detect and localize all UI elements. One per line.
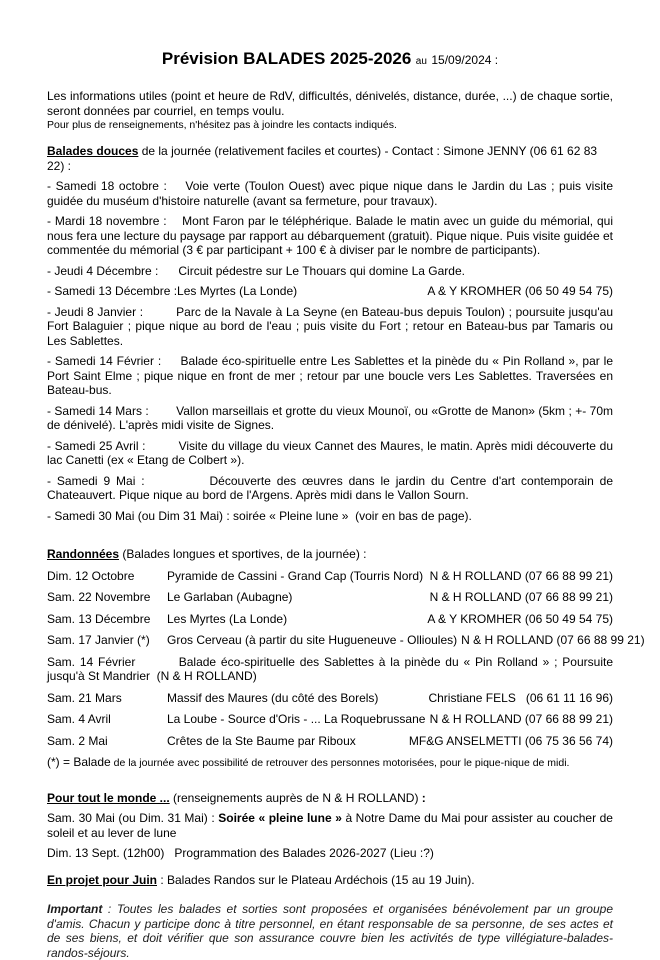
title-date: 15/09/2024 :	[431, 53, 499, 67]
balade-item-text: - Samedi 13 Décembre :Les Myrtes (La Londe)	[47, 284, 298, 298]
important-text: : Toutes les balades et sorties sont proposées et organisées bénévolement par un groupe d'amis. Chacun y participe donc à titre personnel, en étant responsable de sa personne, de ses actes et de ses biens, et doit vérifier que son assurance couvre bien les activités de type villégiature-balades-randos-séjours.	[47, 902, 613, 960]
balades-douces-heading-rest: de la journée (relativement faciles et courtes) - Contact : Simone JENNY (06 61 62 83 22) :	[47, 144, 598, 173]
event-line-programmation: Dim. 13 Sept. (12h00) Programmation des Balades 2026-2027 (Lieu :?)	[47, 846, 434, 860]
section-heading-balades-douces	[47, 144, 613, 173]
event-prefix: Sam. 30 Mai (ou Dim. 31 Mai) :	[47, 811, 219, 825]
rando-contact: N & H ROLLAND (07 66 88 99 21)	[461, 633, 645, 647]
en-projet-label: En projet pour Juin	[47, 872, 157, 887]
footnote-lead: (*) = Balade	[47, 755, 111, 769]
pour-tout-le-monde-label: Pour tout le monde ...	[47, 790, 170, 805]
balade-item: - Mardi 18 novembre : Mont Faron par le téléphérique. Balade le matin avec un guide du mémorial, qui nous fera une lecture du paysage par rapport au débarquement (gratuit). Pique nique. Puis visite guidée et commentée du mémorial (3 € par participant + 100 € à diviser par le nombre de participants).	[47, 214, 613, 257]
intro-paragraph: Les informations utiles (point et heure de RdV, difficultés, dénivelés, distance, durée, ...) de chaque sortie, seront données par courriel, en temps voulu.	[47, 89, 613, 118]
rando-row	[47, 612, 613, 627]
important-note	[47, 902, 613, 960]
rando-date: Sam. 17 Janvier (*)	[47, 633, 150, 647]
section-en-projet	[47, 873, 613, 888]
section-heading-pour-tout-le-monde	[47, 791, 613, 806]
balade-item: - Jeudi 8 Janvier : Parc de la Navale à La Seyne (en Bateau-bus depuis Toulon) ; poursuite jusqu'au Fort Balaguier ; pique nique au bord de l'eau ; puis visite du Fort ; retour en Bateau-bus par Tamaris ou Les Sablettes.	[47, 304, 613, 348]
important-label: Important	[47, 902, 103, 916]
en-projet-rest: : Balades Randos sur le Plateau Ardéchois (15 au 19 Juin).	[157, 872, 475, 887]
balade-item: - Samedi 14 Février : Balade éco-spirituelle entre Les Sablettes et la pinède du « Pin Rolland », par le Port Saint Elme ; pique nique en front de mer ; retour par une boucle vers Les Sablettes. Traversées en Bateau-bus.	[47, 354, 613, 397]
rando-desc: Massif des Maures (du côté des Borels)	[167, 690, 379, 705]
rando-contact: N & H ROLLAND (07 66 88 99 21)	[429, 568, 613, 583]
footnote	[47, 755, 613, 771]
rando-contact: N & H ROLLAND (07 66 88 99 21)	[429, 712, 613, 726]
rando-date: Sam. 21 Mars	[47, 690, 122, 705]
rando-desc: Pyramide de Cassini - Grand Cap (Tourris Nord)	[167, 568, 424, 583]
rando-desc: Les Myrtes (La Londe)	[167, 611, 288, 626]
rando-row-special: Sam. 14 Février Balade éco-spirituelle des Sablettes à la pinède du « Pin Rolland » ; Poursuite jusqu'à St Mandrier (N & H ROLLAND)	[47, 654, 613, 683]
rando-row	[47, 633, 645, 648]
rando-desc: Gros Cerveau (à partir du site Hugueneuve - Ollioules)	[167, 633, 458, 647]
rando-date: Sam. 13 Décembre	[47, 611, 151, 626]
rando-desc: Le Garlaban (Aubagne)	[167, 590, 293, 604]
rando-row	[47, 734, 613, 749]
balade-item: - Jeudi 4 Décembre : Circuit pédestre sur Le Thouars qui domine La Garde.	[47, 263, 465, 278]
intro-note: Pour plus de renseignements, n'hésitez pas à joindre les contacts indiqués.	[47, 119, 397, 131]
rando-row	[47, 691, 613, 706]
balade-item: - Samedi 9 Mai : Découverte des œuvres dans le jardin du Centre d'art contemporain de Chateauvert. Pique nique au bord de l'Argens. Après midi dans le Vallon Sourn.	[47, 473, 613, 502]
rando-row	[47, 712, 613, 727]
rando-date: Sam. 22 Novembre	[47, 590, 151, 604]
balades-douces-label: Balades douces	[47, 144, 139, 158]
rando-row	[47, 590, 613, 605]
pour-tout-le-monde-rest: (renseignements auprès de N & H ROLLAND)	[169, 790, 419, 805]
section-heading-randonnees	[47, 547, 613, 562]
event-title: Soirée « pleine lune »	[218, 811, 342, 825]
rando-row	[47, 569, 613, 584]
rando-date: Sam. 4 Avril	[47, 712, 111, 726]
balade-item: - Samedi 25 Avril : Visite du village du vieux Cannet des Maures, le matin. Après midi découverte du lac Canetti (ex « Etang de Colbert »).	[47, 438, 613, 467]
rando-date: Dim. 12 Octobre	[47, 568, 135, 583]
title-as-of-label: au	[415, 56, 427, 67]
rando-contact: A & Y KROMHER (06 50 49 54 75)	[427, 611, 613, 626]
contact-phone: A & Y KROMHER (06 50 49 54 75)	[427, 284, 613, 298]
balade-item: - Samedi 18 octobre : Voie verte (Toulon Ouest) avec pique nique dans le Jardin du Las ; puis visite guidée du muséum d'histoire naturelle (avant sa fermeture, pour travaux).	[47, 179, 613, 208]
balade-item: - Samedi 30 Mai (ou Dim 31 Mai) : soirée « Pleine lune » (voir en bas de page).	[47, 508, 472, 523]
rando-contact: MF&G ANSELMETTI (06 75 36 56 74)	[408, 733, 613, 748]
event-suffix: à Notre Dame du Mai pour assister au coucher de soleil et au lever de lune	[47, 811, 613, 840]
rando-desc: Crêtes de la Ste Baume par Riboux	[167, 733, 356, 748]
page-title	[47, 48, 613, 72]
event-line-pleine-lune	[47, 811, 613, 840]
pour-tout-le-monde-colon: :	[418, 790, 426, 805]
title-text: Prévision BALADES 2025-2026	[161, 49, 412, 68]
footnote-rest: de la journée avec possibilité de retrouver des personnes motorisées, pour le pique-nique de midi.	[110, 757, 570, 769]
rando-contact: N & H ROLLAND (07 66 88 99 21)	[429, 590, 613, 604]
balade-item	[47, 284, 613, 299]
randonnees-heading-rest: (Balades longues et sportives, de la journée) :	[119, 547, 367, 561]
rando-contact: Christiane FELS (06 61 11 16 96)	[428, 690, 613, 705]
balade-item: - Samedi 14 Mars : Vallon marseillais et grotte du vieux Mounoï, ou «Grotte de Manon» (5km ; +- 70m de dénivelé). L'après midi visite de Signes.	[47, 403, 613, 432]
randonnees-label: Randonnées	[47, 547, 120, 561]
rando-desc: La Loube - Source d'Oris - ... La Roquebrussane	[167, 712, 426, 726]
rando-date: Sam. 2 Mai	[47, 733, 108, 748]
